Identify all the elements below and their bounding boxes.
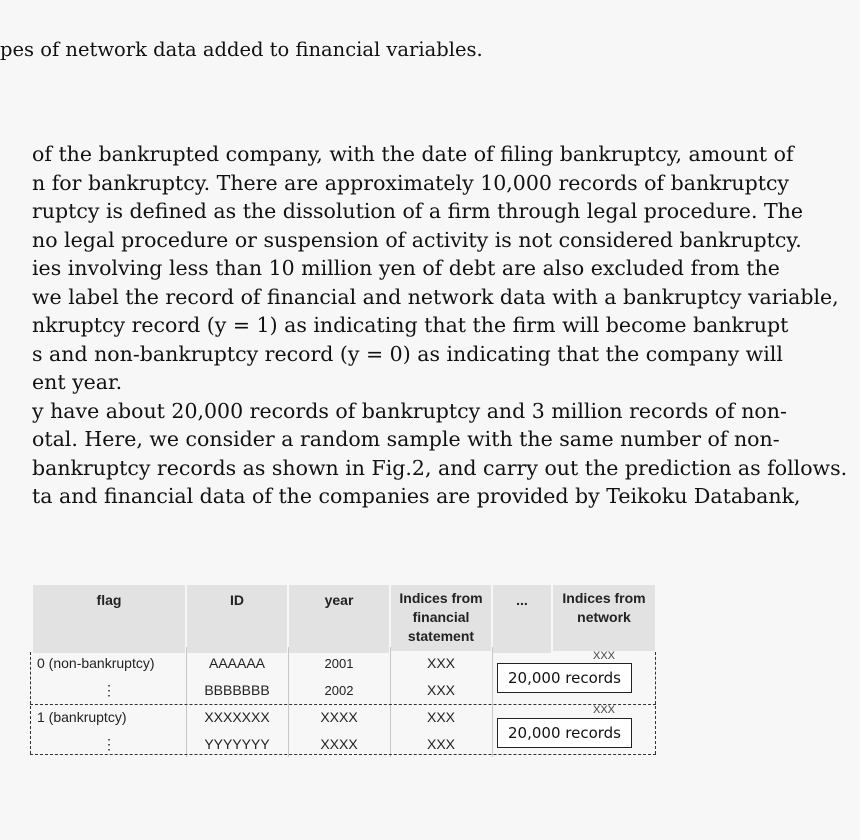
header-network-indices: Indices from network: [553, 585, 655, 651]
header-id: ID: [187, 585, 287, 653]
group-border-left: [30, 652, 31, 704]
paragraph-line: nkruptcy record (y = 1) as indicating that the firm will become bankrupt: [32, 313, 789, 337]
records-count-nonbankruptcy: 20,000 records: [497, 663, 632, 693]
group-border-right: [655, 706, 656, 754]
header-year: year: [289, 585, 389, 653]
year-cell: 2001: [324, 656, 354, 671]
group-bottom-border: [30, 754, 656, 755]
financial-cell: XXX: [426, 655, 455, 671]
network-cell: XXX: [592, 704, 615, 716]
paragraph-line: ent year.: [32, 370, 123, 394]
year-cell: 2002: [324, 683, 354, 698]
group-border-right: [655, 652, 656, 704]
financial-cell: XXX: [426, 682, 455, 698]
paragraph-line: ruptcy is defined as the dissolution of a firm through legal procedure. The: [32, 199, 803, 223]
year-cell: XXXX: [320, 709, 358, 725]
id-cell: BBBBBBB: [204, 682, 270, 698]
column-divider: [492, 647, 493, 757]
financial-cell: XXX: [426, 709, 455, 725]
paragraph-line: otal. Here, we consider a random sample with the same number of non-: [32, 427, 780, 451]
network-cell: XXX: [592, 650, 615, 662]
flag-cell: 1 (bankruptcy): [37, 709, 127, 725]
flag-cell: ⋮: [102, 736, 116, 752]
paragraph-line: no legal procedure or suspension of activity is not considered bankruptcy.: [32, 228, 802, 252]
records-count-bankruptcy: 20,000 records: [497, 718, 632, 748]
header-flag: flag: [33, 585, 185, 653]
figure-caption: pes of network data added to financial variables.: [0, 38, 483, 61]
paragraph-line: we label the record of financial and network data with a bankruptcy variable,: [32, 285, 839, 309]
financial-cell: XXX: [426, 736, 455, 752]
paragraph-line: ta and financial data of the companies are provided by Teikoku Databank,: [32, 484, 801, 508]
paragraph-line: y have about 20,000 records of bankruptcy and 3 million records of non-: [32, 399, 787, 423]
flag-cell: 0 (non-bankruptcy): [37, 655, 155, 671]
header-financial-indices: Indices from financial statement: [391, 585, 491, 651]
paragraph-line: bankruptcy records as shown in Fig.2, and carry out the prediction as follows.: [32, 456, 848, 480]
group-border-left: [30, 706, 31, 754]
paragraph-line: n for bankruptcy. There are approximately 10,000 records of bankruptcy: [32, 171, 790, 195]
group-divider: [30, 704, 656, 705]
id-cell: YYYYYYY: [204, 736, 270, 752]
year-cell: XXXX: [320, 736, 358, 752]
flag-cell: ⋮: [102, 682, 116, 698]
header-ellipsis: ...: [493, 585, 551, 653]
id-cell: AAAAAA: [208, 655, 266, 671]
paragraph-line: s and non-bankruptcy record (y = 0) as indicating that the company will: [32, 342, 783, 366]
id-cell: XXXXXXX: [204, 709, 270, 725]
paragraph-line: ies involving less than 10 million yen of debt are also excluded from the: [32, 256, 780, 280]
paragraph-line: of the bankrupted company, with the date of filing bankruptcy, amount of: [32, 142, 794, 166]
